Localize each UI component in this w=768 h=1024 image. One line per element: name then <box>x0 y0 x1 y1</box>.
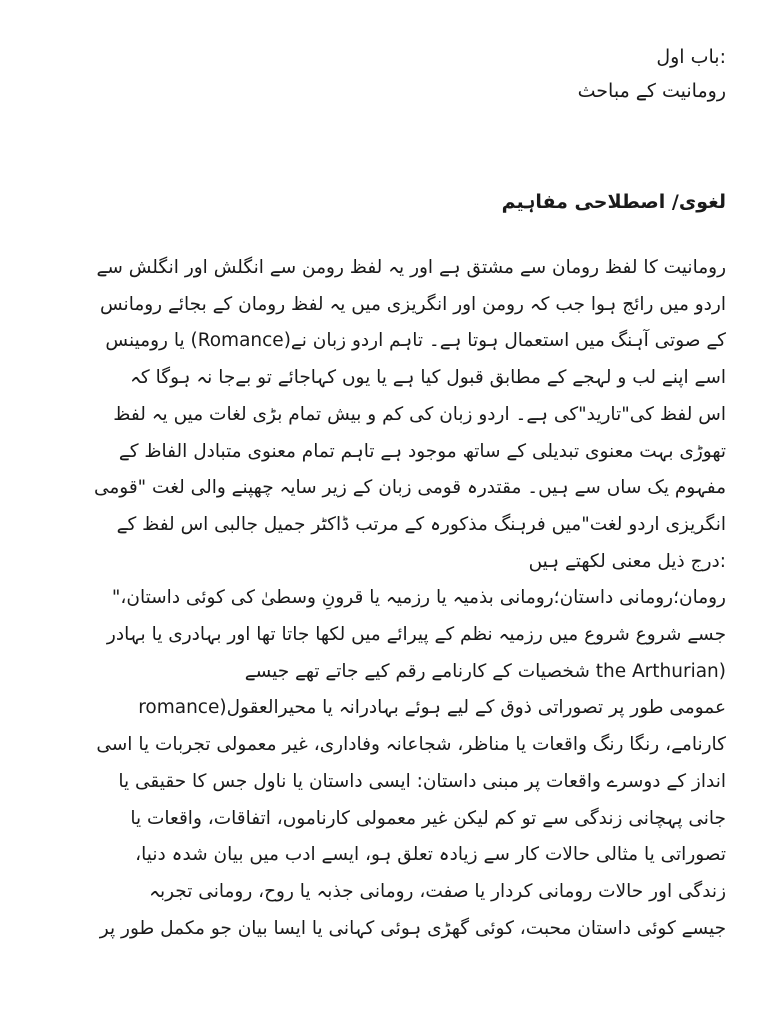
body-line: انگریزی اردو لغت"میں فرہنگ مذکورہ کے مرتب ڈاکٹر جمیل جالبی اس لفظ کے <box>116 513 726 535</box>
body-line: اردو میں رائج ہوا جب کہ رومن اور انگریزی میں یہ لفظ رومان کے بجائے رومانس <box>99 293 726 315</box>
section-heading: لغوی/ اصطلاحی مفاہیم <box>501 191 726 213</box>
body-line: جانی پہچانی زندگی سے تو کم لیکن غیر معمولی کارناموں، اتفاقات، واقعات یا <box>130 807 726 829</box>
body-line: کے صوتی آہنگ میں استعمال ہوتا ہے۔ تاہم اردو زبان نے(Romance) یا رومینس <box>105 330 726 352</box>
body-line: تھوڑی بہت معنوی تبدیلی کے ساتھ موجود ہے تاہم تمام معنوی متبادل الفاظ کے <box>118 440 726 462</box>
body-line: اس لفظ کی"تارید"کی ہے۔ اردو زبان کی کم و بیش تمام بڑی لغات میں یہ لفظ <box>113 403 726 425</box>
body-line: جسے شروع شروع میں رزمیہ نظم کے پیرائے میں لکھا جاتا تھا اور بہادری یا بہادر <box>106 624 726 646</box>
document-page <box>40 40 726 939</box>
body-line: عمومی طور پر تصوراتی ذوق کے لیے ہوئے بہادرانہ یا محیرالعقول(romance <box>138 697 726 719</box>
body-line: :درج ذیل معنی لکھتے ہیں <box>528 550 726 572</box>
body-line: (the Arthurian شخصیات کے کارنامے رقم کیے جاتے تھے جیسے <box>244 660 726 682</box>
chapter-title: رومانیت کے مباحث <box>577 80 726 102</box>
body-line: رومانیت کا لفظ رومان سے مشتق ہے اور یہ لفظ رومن سے انگلش اور انگلش سے <box>96 257 726 278</box>
body-line: کارنامے، رنگا رنگ واقعات یا مناظر، شجاعانہ وفاداری، غیر معمولی تجربات یا اسی <box>96 734 726 756</box>
body-line: جیسے کوئی داستان محبت، کوئی گھڑی ہوئی کہانی یا ایسا بیان جو مکمل طور پر <box>99 917 726 939</box>
body-line: رومان؛رومانی داستان؛رومانی بذمیہ یا رزمیہ یا قرونِ وسطیٰ کی کوئی داستان،" <box>111 587 726 609</box>
body-line: زندگی اور حالات رومانی کردار یا صفت، رومانی جذبہ یا روح، رومانی تجربہ <box>149 880 726 902</box>
body-line: انداز کے دوسرے واقعات پر مبنی داستان: ایسی داستان یا ناول جس کا حقیقی یا <box>118 770 726 792</box>
body-line: اسے اپنے لب و لہجے کے مطابق قبول کیا ہے یا یوں کہاجائے تو بےجا نہ ہوگا کہ <box>130 367 726 389</box>
chapter-label: :باب اول <box>656 46 726 68</box>
body-line: مفہوم یک ساں سے ہیں۔ مقتدرہ قومی زبان کے زیر سایہ چھپنے والی لغت "قومی <box>93 477 726 499</box>
body-line: تصوراتی یا مثالی حالات کار سے زیادہ تعلق ہو، ایسے ادب میں بیان شدہ دنیا، <box>135 844 726 866</box>
body-paragraph <box>40 250 726 947</box>
